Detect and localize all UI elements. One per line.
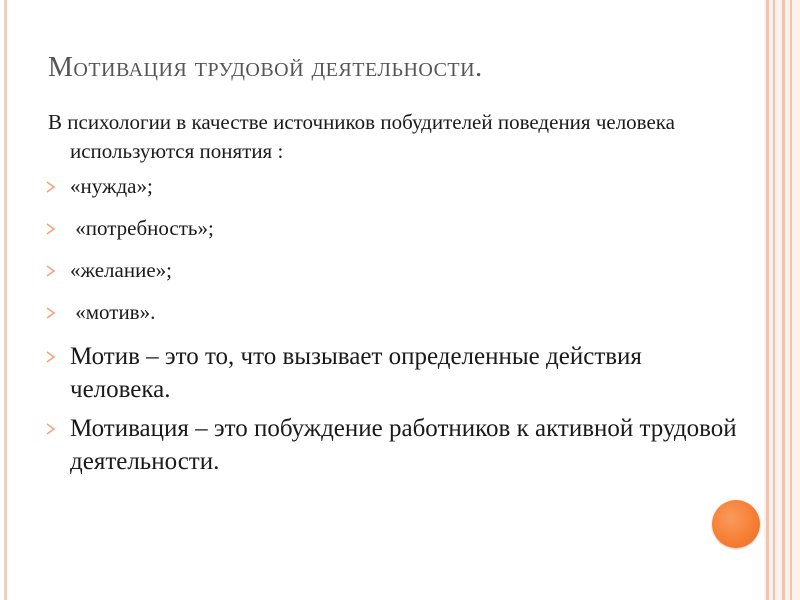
intro-paragraph: В психологии в качестве источников побудителей поведения человека используются понятия :	[48, 110, 676, 163]
bullet-item	[48, 412, 748, 478]
slide-body	[48, 108, 748, 484]
right-stripe	[790, 0, 792, 600]
open-chevron-bullet-icon	[44, 180, 58, 194]
bullet-text: Мотивация – это побуждение работников к активной трудовой деятельности.	[70, 415, 737, 475]
bullet-item	[48, 298, 748, 327]
left-border-line	[4, 0, 7, 600]
open-chevron-bullet-icon	[44, 306, 58, 320]
slide-title: Мотивация трудовой деятельности.	[48, 52, 483, 83]
open-chevron-bullet-icon	[44, 350, 58, 364]
bullet-item	[48, 172, 748, 201]
bullet-item	[48, 340, 748, 406]
bullet-item	[48, 256, 748, 285]
bullet-text: «мотив».	[70, 300, 156, 324]
bullet-text: «нужда»;	[70, 174, 153, 198]
orange-circle-icon	[712, 500, 760, 548]
bullet-text: «желание»;	[70, 258, 172, 282]
open-chevron-bullet-icon	[44, 222, 58, 236]
open-chevron-bullet-icon	[44, 264, 58, 278]
bullet-text: Мотив – это то, что вызывает определенные действия человека.	[70, 343, 642, 403]
open-chevron-bullet-icon	[44, 422, 58, 436]
right-stripe	[766, 0, 769, 600]
right-stripe	[782, 0, 785, 600]
bullet-item	[48, 214, 748, 243]
bullet-text: «потребность»;	[70, 216, 214, 240]
right-stripe	[773, 0, 775, 600]
